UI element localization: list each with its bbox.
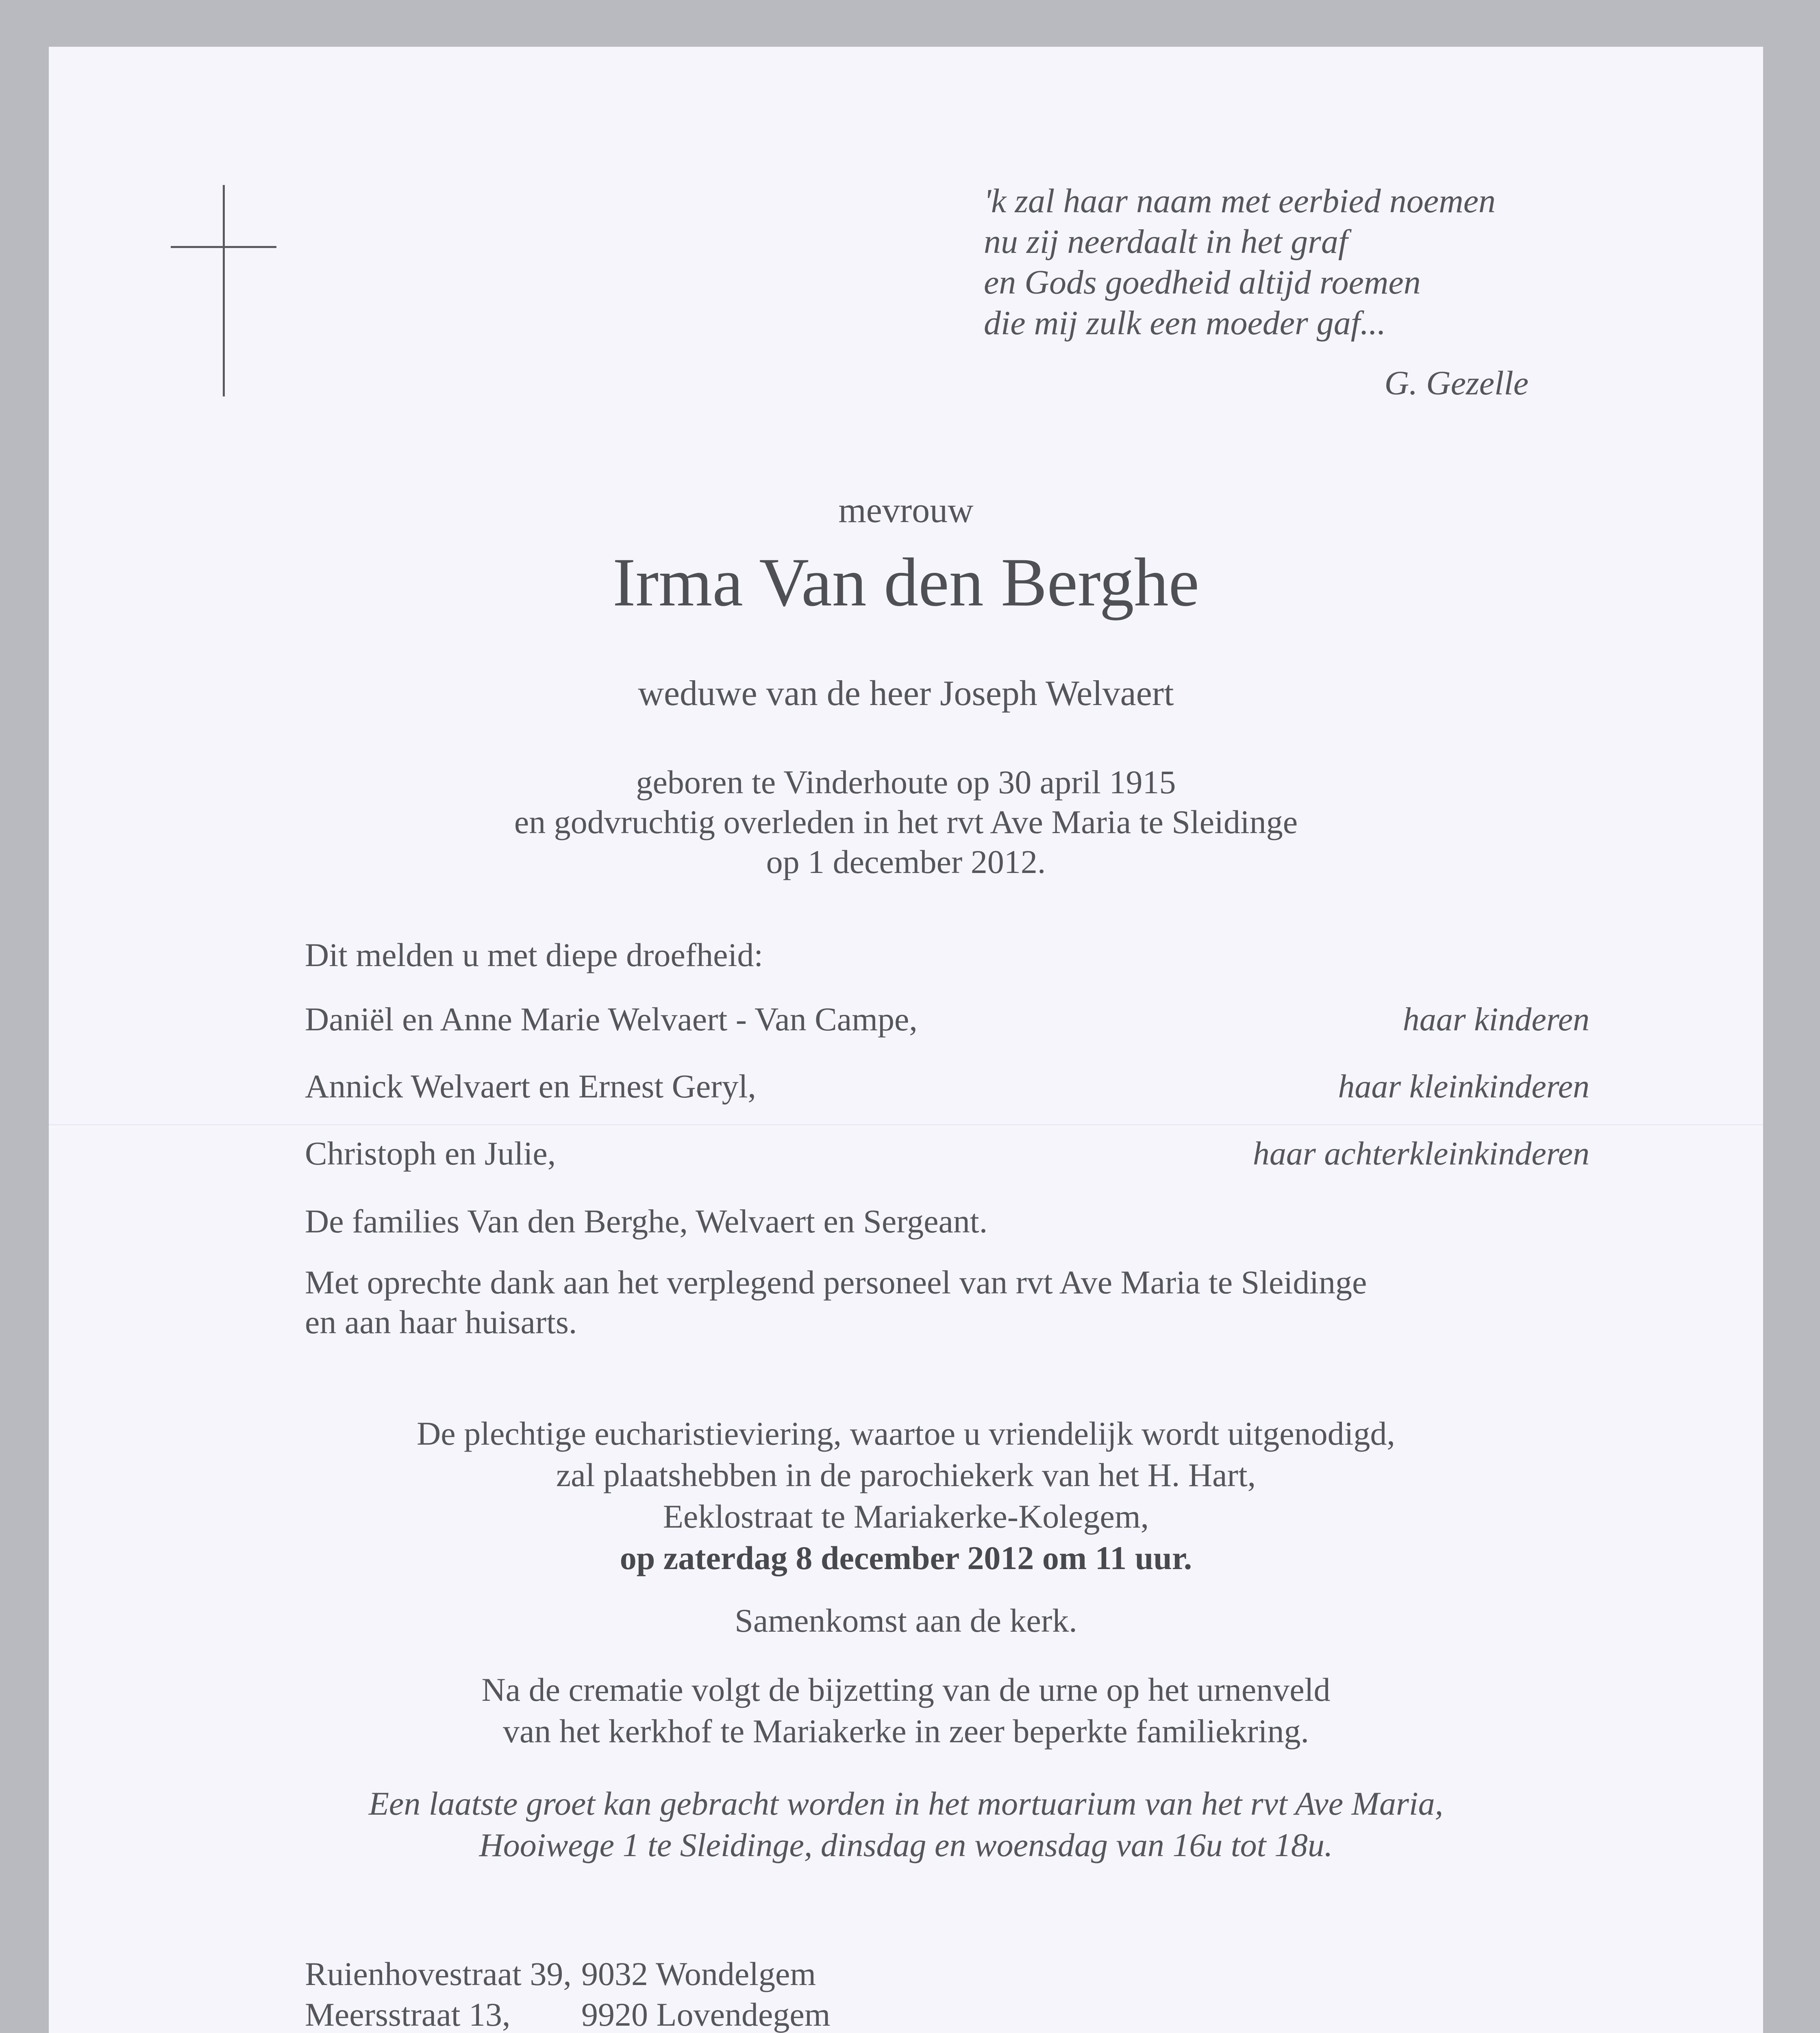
death-line: en godvruchtig overleden in het rvt Ave Maria te Sleidinge xyxy=(514,803,1298,840)
death-date-line: op 1 december 2012. xyxy=(766,843,1046,880)
families: De families Van den Berghe, Welvaert en Sergeant. xyxy=(305,1203,988,1240)
poem-line: 'k zal haar naam met eerbied noemen xyxy=(984,182,1496,220)
poem-author: G. Gezelle xyxy=(1384,364,1529,402)
farewell-info xyxy=(49,1783,1763,1866)
cremation-info xyxy=(49,1669,1763,1752)
deceased-name: Irma Van den Berghe xyxy=(612,544,1199,620)
address-line xyxy=(305,1994,831,2033)
relative-relation: haar kleinkinderen xyxy=(1338,1068,1590,1105)
cremation-line: Na de crematie volgt de bijzetting van de urne op het urnenveld xyxy=(481,1671,1331,1708)
farewell-line: Hooiwege 1 te Sleidinge, dinsdag en woensdag van 16u tot 18u. xyxy=(479,1826,1333,1863)
paper-fold xyxy=(49,1124,1763,1127)
address-street: Meersstraat 13, xyxy=(305,1996,511,2033)
cross-icon xyxy=(171,185,276,396)
address-street: Ruienhovestraat 39, xyxy=(305,1955,572,1992)
relative-names: Christoph en Julie, xyxy=(305,1135,556,1172)
birth-death-info xyxy=(49,762,1763,882)
address-city: 9920 Lovendegem xyxy=(581,1996,831,2033)
gathering: Samenkomst aan de kerk. xyxy=(735,1602,1077,1639)
address-city: 9032 Wondelgem xyxy=(581,1955,816,1992)
poem-line: die mij zulk een moeder gaf... xyxy=(984,304,1386,342)
relative-names: Annick Welvaert en Ernest Geryl, xyxy=(305,1068,756,1105)
widow-of: weduwe van de heer Joseph Welvaert xyxy=(638,674,1174,713)
ceremony-line: De plechtige eucharistieviering, waartoe u vriendelijk wordt uitgenodigd, xyxy=(417,1415,1395,1452)
address-line xyxy=(305,1954,831,1994)
announcement-intro: Dit melden u met diepe droefheid: xyxy=(305,936,763,973)
ceremony-info xyxy=(49,1413,1763,1579)
ceremony-line: zal plaatshebben in de parochiekerk van het H. Hart, xyxy=(556,1456,1256,1493)
thanks xyxy=(305,1262,1590,1342)
relative-relation: haar achterkleinkinderen xyxy=(1252,1135,1590,1172)
honorific: mevrouw xyxy=(838,491,974,530)
ceremony-line: Eeklostraat te Mariakerke-Kolegem, xyxy=(663,1498,1149,1535)
birth-line: geboren te Vinderhoute op 30 april 1915 xyxy=(636,764,1176,801)
family-addresses xyxy=(305,1954,831,2033)
relative-names: Daniël en Anne Marie Welvaert - Van Campe, xyxy=(305,1001,918,1038)
poem-line: en Gods goedheid altijd roemen xyxy=(984,263,1421,301)
death-notice-card xyxy=(49,47,1763,2033)
poem xyxy=(984,181,1553,404)
thanks-line: Met oprechte dank aan het verplegend personeel van rvt Ave Maria te Sleidinge xyxy=(305,1264,1367,1301)
farewell-line: Een laatste groet kan gebracht worden in het mortuarium van het rvt Ave Maria, xyxy=(368,1785,1444,1822)
cremation-line: van het kerkhof te Mariakerke in zeer beperkte familiekring. xyxy=(502,1713,1309,1750)
ceremony-date: op zaterdag 8 december 2012 om 11 uur. xyxy=(620,1539,1192,1576)
relative-relation: haar kinderen xyxy=(1403,1001,1590,1038)
thanks-line: en aan haar huisarts. xyxy=(305,1304,577,1341)
poem-line: nu zij neerdaalt in het graf xyxy=(984,223,1348,261)
